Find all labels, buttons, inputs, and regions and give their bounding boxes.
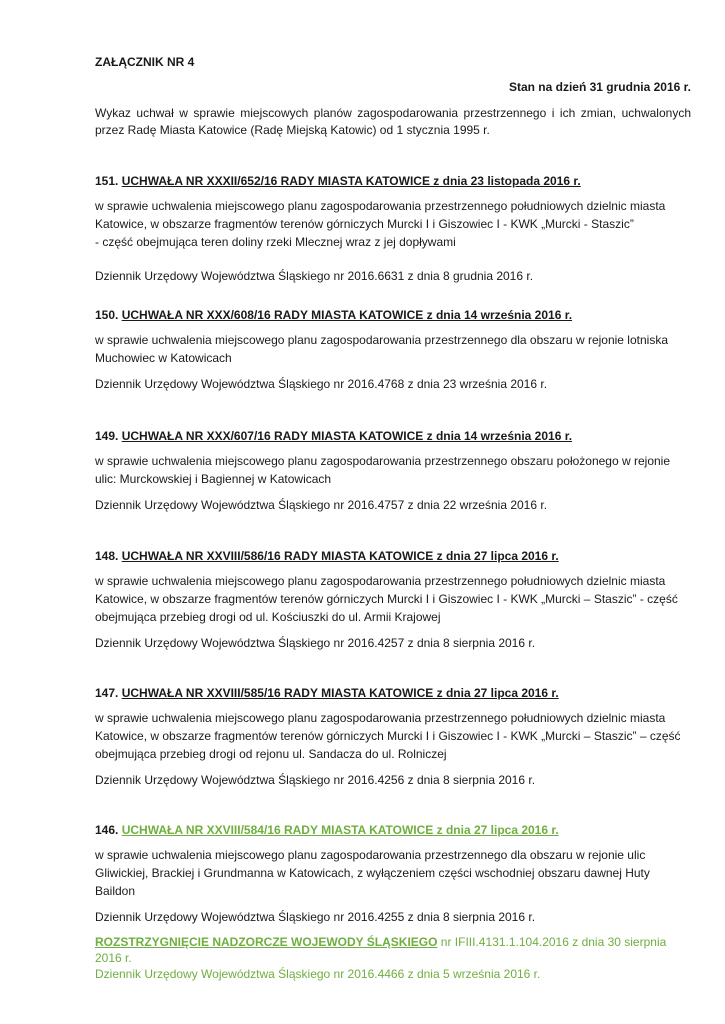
- description-line: w sprawie uchwalenia miejscowego planu zagospodarowania przestrzennego południowych dzielnic miasta: [95, 199, 666, 213]
- resolution-title: [95, 428, 691, 444]
- supervisory-decision-number: nr IFIII.4131.1.104.2016 z dnia 30 sierpnia 2016 r.: [95, 935, 667, 965]
- resolution-title: [95, 822, 691, 838]
- journal-reference: Dziennik Urzędowy Województwa Śląskiego nr 2016.4255 z dnia 8 sierpnia 2016 r.: [95, 910, 536, 924]
- resolution-entry-147: [95, 685, 691, 788]
- attachment-heading: ZAŁĄCZNIK NR 4: [95, 55, 195, 69]
- resolution-entry-149: [95, 428, 691, 513]
- resolution-link[interactable]: UCHWAŁA NR XXVIII/585/16 RADY MIASTA KATOWICE z dnia 27 lipca 2016 r.: [121, 686, 559, 700]
- resolution-description: [95, 331, 691, 367]
- description-line: w sprawie uchwalenia miejscowego planu zagospodarowania przestrzennego południowych dzielnic miasta: [95, 574, 666, 588]
- state-date: Stan na dzień 31 grudnia 2016 r.: [508, 80, 691, 94]
- description-line: w sprawie uchwalenia miejscowego planu zagospodarowania przestrzennego południowych dzielnic miasta: [95, 711, 666, 725]
- resolution-description: [95, 452, 691, 488]
- resolution-number: 149.: [95, 429, 119, 443]
- description-line: ulic: Murckowskiej i Bagiennej w Katowicach: [95, 472, 332, 486]
- journal-reference: Dziennik Urzędowy Województwa Śląskiego nr 2016.4256 z dnia 8 sierpnia 2016 r.: [95, 773, 536, 787]
- journal-reference: Dziennik Urzędowy Województwa Śląskiego nr 2016.4768 z dnia 23 września 2016 r.: [95, 377, 548, 391]
- description-line: w sprawie uchwalenia miejscowego planu zagospodarowania przestrzennego dla obszaru w rejonie lotniska: [95, 333, 668, 347]
- resolution-number: 147.: [95, 686, 119, 700]
- description-line: Muchowiec w Katowicach: [95, 351, 232, 365]
- resolution-entry-150: [95, 307, 691, 392]
- resolution-number: 148.: [95, 549, 119, 563]
- description-line: obejmująca przebieg drogi od rejonu ul. Sandacza do ul. Rolniczej: [95, 747, 447, 761]
- supervisory-journal-reference: Dziennik Urzędowy Województwa Śląskiego nr 2016.4466 z dnia 5 września 2016 r.: [95, 967, 541, 981]
- resolution-link[interactable]: UCHWAŁA NR XXX/607/16 RADY MIASTA KATOWICE z dnia 14 września 2016 r.: [121, 429, 573, 443]
- description-line: w sprawie uchwalenia miejscowego planu zagospodarowania przestrzennego dla obszaru w rejonie ulic: [95, 848, 646, 862]
- journal-reference: Dziennik Urzędowy Województwa Śląskiego nr 2016.4757 z dnia 22 września 2016 r.: [95, 498, 548, 512]
- description-line: Baildon: [95, 884, 136, 898]
- journal-reference: Dziennik Urzędowy Województwa Śląskiego nr 2016.4257 z dnia 8 sierpnia 2016 r.: [95, 636, 536, 650]
- description-line: Katowice, w obszarze fragmentów terenów górniczych Murcki I i Giszowiec I - KWK „Murcki – Staszic” – część: [95, 729, 681, 743]
- description-line: - część obejmująca teren doliny rzeki Mlecznej wraz z jej dopływami: [95, 235, 456, 249]
- resolution-number: 146.: [95, 823, 119, 837]
- journal-reference: Dziennik Urzędowy Województwa Śląskiego nr 2016.6631 z dnia 8 grudnia 2016 r.: [95, 269, 534, 283]
- resolution-description: [95, 572, 691, 626]
- resolution-entry-146: [95, 822, 691, 982]
- resolution-link[interactable]: UCHWAŁA NR XXVIII/586/16 RADY MIASTA KATOWICE z dnia 27 lipca 2016 r.: [121, 549, 559, 563]
- resolution-title: [95, 307, 691, 323]
- description-line: w sprawie uchwalenia miejscowego planu zagospodarowania przestrzennego obszaru położonego w rejonie: [95, 454, 671, 468]
- description-line: Katowice, w obszarze fragmentów terenów górniczych Murcki I i Giszowiec I - KWK „Murcki – Staszic” - część: [95, 592, 678, 606]
- resolution-description: [95, 709, 691, 763]
- resolution-link[interactable]: UCHWAŁA NR XXXII/652/16 RADY MIASTA KATOWICE z dnia 23 listopada 2016 r.: [121, 174, 581, 188]
- resolution-title: [95, 548, 691, 564]
- resolution-description: [95, 197, 691, 251]
- description-line: Katowice, w obszarze fragmentów terenów górniczych Murcki I i Giszowiec I - KWK „Murcki - Staszic”: [95, 217, 634, 231]
- supervisory-decision: [95, 934, 691, 982]
- resolution-entry-148: [95, 548, 691, 651]
- resolution-number: 151.: [95, 174, 119, 188]
- resolution-title: [95, 173, 691, 189]
- resolution-entry-151: [95, 173, 691, 284]
- resolution-number: 150.: [95, 308, 119, 322]
- resolution-link[interactable]: UCHWAŁA NR XXVIII/584/16 RADY MIASTA KATOWICE z dnia 27 lipca 2016 r.: [121, 823, 559, 837]
- description-line: obejmująca przebieg drogi od ul. Kościuszki do ul. Armii Krajowej: [95, 610, 441, 624]
- description-line: Gliwickiej, Brackiej i Grundmanna w Katowicach, z wyłączeniem części wschodniej obszaru dawnej Huty: [95, 866, 650, 880]
- resolution-title: [95, 685, 691, 701]
- resolution-description: [95, 846, 691, 900]
- supervisory-decision-link[interactable]: ROZSTRZYGNIĘCIE NADZORCZE WOJEWODY ŚLĄSKIEGO: [95, 935, 438, 949]
- intro-paragraph: Wykaz uchwał w sprawie miejscowych planów zagospodarowania przestrzennego i ich zmian, uchwalonych przez Radę Miasta Katowice (Radę Miejską Katowic) od 1 stycznia 1995 r.: [95, 106, 691, 137]
- resolution-link[interactable]: UCHWAŁA NR XXX/608/16 RADY MIASTA KATOWICE z dnia 14 września 2016 r.: [121, 308, 573, 322]
